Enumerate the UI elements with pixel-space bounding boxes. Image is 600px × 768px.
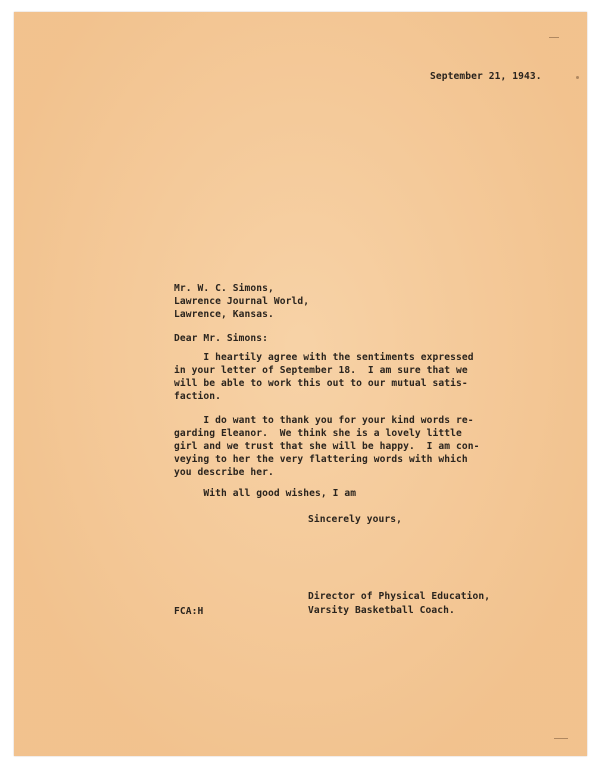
letter-page bbox=[14, 12, 587, 756]
recipient-line-3: Lawrence, Kansas. bbox=[174, 309, 274, 320]
recipient-line-2: Lawrence Journal World, bbox=[174, 296, 310, 307]
paragraph-1-line-4: faction. bbox=[174, 391, 222, 402]
paragraph-2-line-5: you describe her. bbox=[174, 467, 274, 478]
paragraph-1-line-3: will be able to work this out to our mutual satis- bbox=[174, 378, 468, 389]
closing-line: With all good wishes, I am bbox=[174, 488, 357, 499]
signoff: Sincerely yours, bbox=[308, 514, 403, 525]
recipient-line-1: Mr. W. C. Simons, bbox=[174, 283, 274, 294]
paragraph-2-line-3: girl and we trust that she will be happy. I am con- bbox=[174, 441, 480, 452]
corner-mark-bottom bbox=[554, 738, 568, 739]
letter-date: September 21, 1943. bbox=[430, 71, 542, 82]
paragraph-1-line-2: in your letter of September 18. I am sure that we bbox=[174, 365, 468, 376]
initials: FCA:H bbox=[174, 606, 204, 617]
signature-title-line-2: Varsity Basketball Coach. bbox=[308, 605, 455, 616]
paragraph-2-line-2: garding Eleanor. We think she is a lovely little bbox=[174, 428, 462, 439]
signature-title-line-1: Director of Physical Education, bbox=[308, 591, 491, 602]
corner-mark-top bbox=[549, 37, 559, 38]
edge-mark-right bbox=[576, 76, 579, 79]
paragraph-2-line-4: veying to her the very flattering words with which bbox=[174, 454, 468, 465]
paragraph-2-line-1: I do want to thank you for your kind words re- bbox=[174, 415, 474, 426]
paragraph-1-line-1: I heartily agree with the sentiments expressed bbox=[174, 352, 474, 363]
salutation: Dear Mr. Simons: bbox=[174, 333, 269, 344]
